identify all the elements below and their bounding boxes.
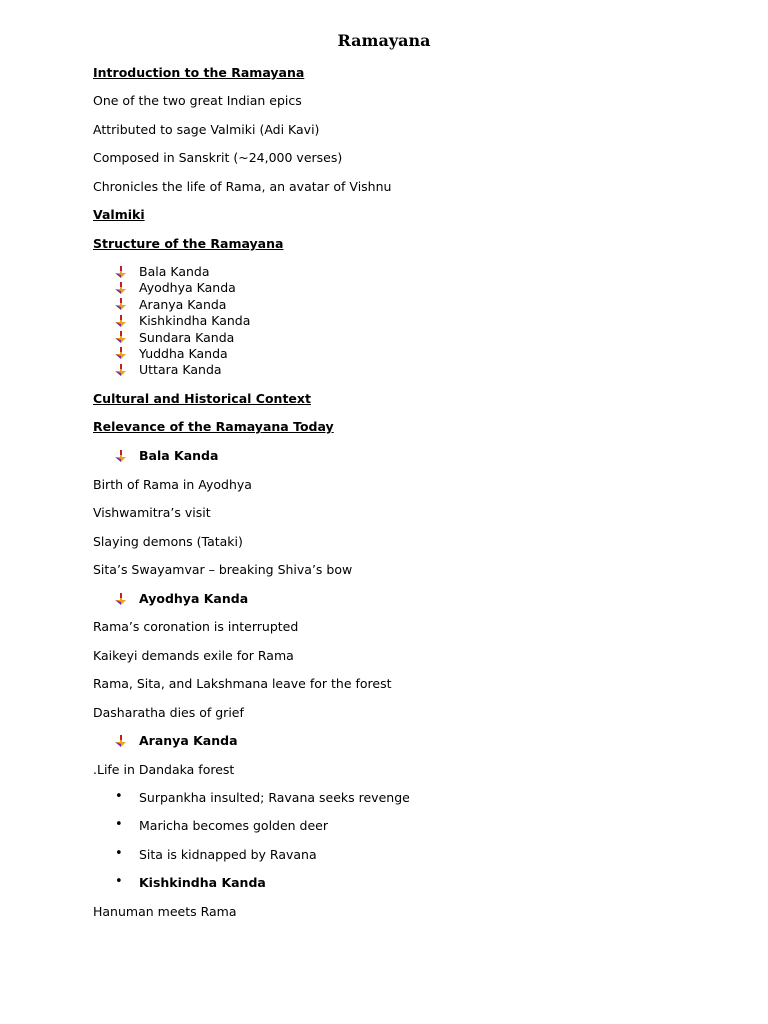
bullet-dot-icon: •	[115, 817, 123, 832]
arrow-bullet-icon	[115, 282, 127, 294]
kanda-heading-kishkindha: Kishkindha Kanda	[139, 875, 266, 890]
bala-line: Birth of Rama in Ayodhya	[93, 477, 252, 492]
section-heading-introduction: Introduction to the Ramayana	[93, 65, 305, 80]
arrow-bullet-icon	[115, 450, 127, 462]
structure-item: Sundara Kanda	[139, 330, 235, 345]
ayodhya-line: Rama’s coronation is interrupted	[93, 619, 299, 634]
bullet-dot-icon: •	[115, 874, 123, 889]
ayodhya-line: Rama, Sita, and Lakshmana leave for the forest	[93, 676, 392, 691]
aranya-bullet: Surpankha insulted; Ravana seeks revenge	[139, 790, 410, 805]
bullet-dot-icon: •	[115, 846, 123, 861]
structure-item: Aranya Kanda	[139, 297, 227, 312]
aranya-line: .Life in Dandaka forest	[93, 762, 235, 777]
ayodhya-line: Kaikeyi demands exile for Rama	[93, 648, 294, 663]
kishkindha-line: Hanuman meets Rama	[93, 904, 237, 919]
arrow-bullet-icon	[115, 347, 127, 359]
kanda-heading-aranya: Aranya Kanda	[139, 733, 238, 748]
document-title: Ramayana	[337, 31, 431, 50]
structure-item: Yuddha Kanda	[139, 346, 228, 361]
arrow-bullet-icon	[115, 298, 127, 310]
kanda-heading-bala: Bala Kanda	[139, 448, 219, 463]
intro-line: Attributed to sage Valmiki (Adi Kavi)	[93, 122, 320, 137]
bala-line: Slaying demons (Tataki)	[93, 534, 243, 549]
structure-item: Uttara Kanda	[139, 362, 222, 377]
section-heading-relevance: Relevance of the Ramayana Today	[93, 419, 334, 434]
arrow-bullet-icon	[115, 735, 127, 747]
bala-line: Vishwamitra’s visit	[93, 505, 211, 520]
section-heading-valmiki: Valmiki	[93, 207, 145, 222]
kanda-heading-ayodhya: Ayodhya Kanda	[139, 591, 249, 606]
structure-item: Bala Kanda	[139, 264, 210, 279]
arrow-bullet-icon	[115, 593, 127, 605]
intro-line: One of the two great Indian epics	[93, 93, 302, 108]
section-heading-cultural: Cultural and Historical Context	[93, 391, 311, 406]
intro-line: Composed in Sanskrit (~24,000 verses)	[93, 150, 343, 165]
aranya-bullet: Maricha becomes golden deer	[139, 818, 329, 833]
arrow-bullet-icon	[115, 364, 127, 376]
aranya-bullet: Sita is kidnapped by Ravana	[139, 847, 317, 862]
structure-item: Ayodhya Kanda	[139, 280, 236, 295]
arrow-bullet-icon	[115, 315, 127, 327]
arrow-bullet-icon	[115, 331, 127, 343]
ayodhya-line: Dasharatha dies of grief	[93, 705, 244, 720]
bala-line: Sita’s Swayamvar – breaking Shiva’s bow	[93, 562, 353, 577]
intro-line: Chronicles the life of Rama, an avatar of Vishnu	[93, 179, 392, 194]
structure-item: Kishkindha Kanda	[139, 313, 251, 328]
section-heading-structure: Structure of the Ramayana	[93, 236, 284, 251]
bullet-dot-icon: •	[115, 789, 123, 804]
arrow-bullet-icon	[115, 266, 127, 278]
